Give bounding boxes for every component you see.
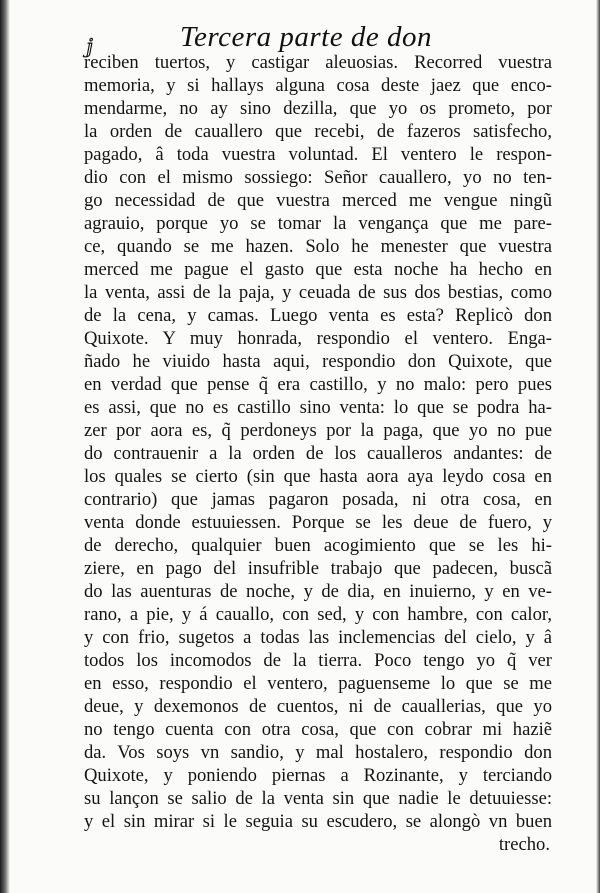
text-line: zer por aora es, q̃ perdoneys por la paga, que yo no pue xyxy=(84,420,552,441)
text-line: da. Vos soys vn sandio, y mal hostalero, respondio don xyxy=(84,742,552,763)
text-line: do las auenturas de noche, y de dia, en inuierno, y en ve- xyxy=(84,581,552,602)
text-line: de derecho, qualquier buen acogimiento que se les hi- xyxy=(84,535,552,556)
text-line: en esso, respondio el ventero, paguenseme lo que se me xyxy=(84,673,552,694)
text-line: ce, quando se me hazen. Solo he menester que vuestra xyxy=(84,236,552,257)
page-gutter-shadow xyxy=(0,0,10,893)
text-line: do contrauenir a la orden de los caualleros andantes: de xyxy=(84,443,552,464)
text-line: todos los incomodos de la tierra. Poco tengo yo q̃ ver xyxy=(84,650,552,671)
text-line: rano, a pie, y á cauallo, con sed, y con hambre, con calor, xyxy=(84,604,552,625)
text-line: go necessidad de que vuestra merced me vengue ningũ xyxy=(84,190,552,211)
text-line: y con frio, sugetos a todas las inclemencias del cielo, y â xyxy=(84,627,552,648)
running-head: Tercera parte de don xyxy=(180,21,432,53)
page-edge-shadow xyxy=(596,0,600,893)
text-line: venta donde estuuiessen. Porque se les deue de fuero, y xyxy=(84,512,552,533)
text-line: y el sin mirar si le seguia su escudero, se alongò vn buen xyxy=(84,811,552,832)
text-line-final: trecho. xyxy=(498,834,550,855)
text-line: ñado he viuido hasta aqui, respondio don Quixote, que xyxy=(84,351,552,372)
text-line: dio con el mismo sossiego: Señor cauallero, yo no ten- xyxy=(84,167,552,188)
text-line: reciben tuertos, y castigar aleuosias. Recorred vuestra xyxy=(84,52,552,73)
text-line: su lançon se salio de la venta sin que nadie le detuuiesse: xyxy=(84,788,552,809)
text-line: ziere, en pago del insufrible trabajo que padecen, buscã xyxy=(84,558,552,579)
text-line: Quixote, y poniendo piernas a Rozinante, y terciando xyxy=(84,765,552,786)
text-line: contrario) que jamas pagaron posada, ni otra cosa, en xyxy=(84,489,552,510)
text-line: merced me pague el gasto que esta noche ha hecho en xyxy=(84,259,552,280)
text-line: deue, y dexemonos de cuentos, ni de cauallerias, que yo xyxy=(84,696,552,717)
text-line: agrauio, porque yo se tomar la vengança que me pare- xyxy=(84,213,552,234)
text-line: los quales se cierto (sin que hasta aora aya leydo cosa en xyxy=(84,466,552,487)
text-line: mendarme, no ay sino dezilla, que yo os prometo, por xyxy=(84,98,552,119)
printer-mark: ⅉ xyxy=(86,34,94,58)
text-line: es assi, que no es castillo sino venta: lo que se podra ha- xyxy=(84,397,552,418)
text-line: Quixote. Y muy honrada, respondio el ventero. Enga- xyxy=(84,328,552,349)
text-line: la orden de cauallero que recebi, de fazeros satisfecho, xyxy=(84,121,552,142)
text-line: no tengo cuenta con otra cosa, que con cobrar mi haziẽ xyxy=(84,719,552,740)
body-text xyxy=(84,51,552,856)
text-line: la venta, assi de la paja, y ceuada de sus dos bestias, como xyxy=(84,282,552,303)
text-line: memoria, y si hallays alguna cosa deste jaez que enco- xyxy=(84,75,552,96)
text-line: en verdad que pense q̃ era castillo, y no malo: pero pues xyxy=(84,374,552,395)
text-line: pagado, â toda vuestra voluntad. El ventero le respon- xyxy=(84,144,552,165)
text-line: de la cena, y camas. Luego venta es esta? Replicò don xyxy=(84,305,552,326)
